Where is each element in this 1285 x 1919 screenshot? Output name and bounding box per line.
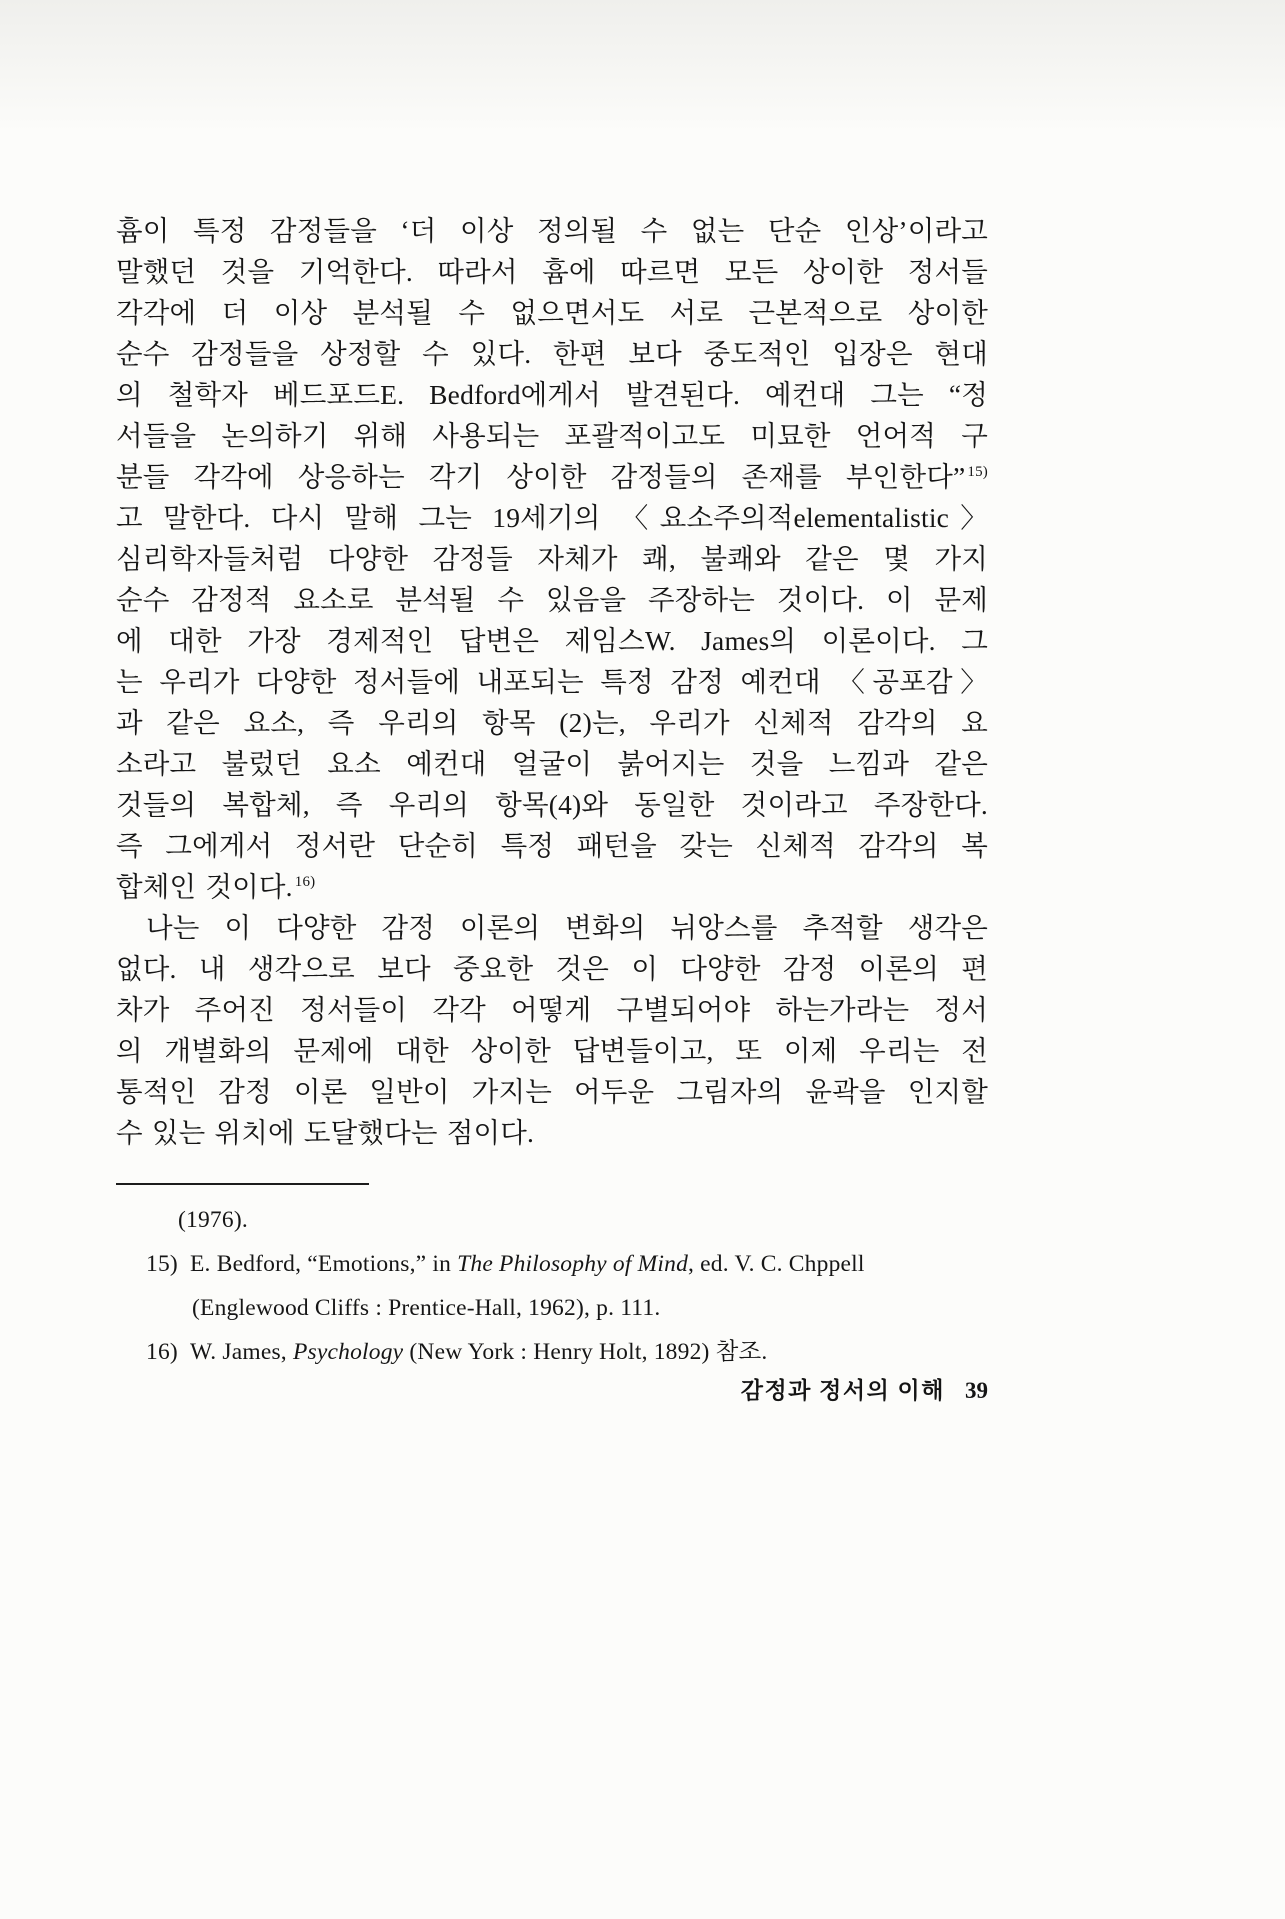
text-line: 는 우리가 다양한 정서들에 내포되는 특정 감정 예컨대 〈공포감〉 <box>116 666 988 697</box>
page-footer <box>116 1372 988 1405</box>
text-line: 흄이 특정 감정들을 ‘더 이상 정의될 수 없는 단순 인상’이라고 <box>116 215 988 246</box>
book-title: Psychology <box>292 1339 404 1365</box>
text-line: 합체인 것이다. $^{16)}$ <box>116 871 316 902</box>
footnote-number: 16) <box>146 1339 178 1365</box>
running-title: 감정과 정서의 이해 <box>740 1378 945 1403</box>
text-line: 통적인 감정 이론 일반이 가지는 어두운 그림자의 윤곽을 인지할 <box>116 1076 988 1107</box>
footnotes <box>116 1198 996 1374</box>
footnote-text: W. James, <box>190 1339 293 1365</box>
body-text <box>116 210 988 1153</box>
text-line: 순수 감정들을 상정할 수 있다. 한편 보다 중도적인 입장은 현대 <box>116 338 988 369</box>
footnote-text: (1976). <box>178 1207 248 1233</box>
footnote-reference: 16) <box>294 873 316 890</box>
text-line: 분들 각각에 상응하는 각기 상이한 감정들의 존재를 부인한다” $^{15)}$ <box>116 461 988 492</box>
text-line: 서들을 논의하기 위해 사용되는 포괄적이고도 미묘한 언어적 구 <box>116 420 988 451</box>
footnote-number: 15) <box>146 1251 178 1277</box>
footnote-line <box>116 1242 996 1286</box>
text-line: 없다. 내 생각으로 보다 중요한 것은 이 다양한 감정 이론의 편 <box>116 953 988 984</box>
text-line: 의 철학자 베드포드E. Bedford에게서 발견된다. 예컨대 그는 “정 <box>116 379 988 410</box>
text-line: 수 있는 위치에 도달했다는 점이다. <box>116 1117 535 1148</box>
page-number: 39 <box>965 1378 988 1403</box>
footnote-text: , ed. V. C. Chppell <box>688 1251 865 1277</box>
text-line: 소라고 불렀던 요소 예컨대 얼굴이 붉어지는 것을 느낌과 같은 <box>116 748 988 779</box>
footnote-divider <box>116 1183 369 1185</box>
footnote-line <box>116 1198 996 1242</box>
footnote-text: (New York : Henry Holt, 1892) 참조. <box>403 1339 768 1365</box>
text-line: 각각에 더 이상 분석될 수 없으면서도 서로 근본적으로 상이한 <box>116 297 988 328</box>
footnote-reference: 15) <box>967 463 988 480</box>
text-line: 고 말한다. 다시 말해 그는 19세기의 〈요소주의적elementalistic〉 <box>116 502 988 533</box>
text-line: 에 대한 가장 경제적인 답변은 제임스W. James의 이론이다. 그 <box>116 625 988 656</box>
footnote-line <box>116 1286 996 1330</box>
footnote-text: (Englewood Cliffs : Prentice-Hall, 1962), p. 111. <box>192 1295 661 1321</box>
text-line: 심리학자들처럼 다양한 감정들 자체가 쾌, 불쾌와 같은 몇 가지 <box>116 543 988 574</box>
text-line: 과 같은 요소, 즉 우리의 항목 (2)는, 우리가 신체적 감각의 요 <box>116 707 988 738</box>
text-line: 즉 그에게서 정서란 단순히 특정 패턴을 갖는 신체적 감각의 복 <box>116 830 988 861</box>
text-line: 것들의 복합체, 즉 우리의 항목(4)와 동일한 것이라고 주장한다. <box>116 789 988 820</box>
footnote-text: E. Bedford, “Emotions,” in <box>190 1251 458 1277</box>
text-line: 순수 감정적 요소로 분석될 수 있음을 주장하는 것이다. 이 문제 <box>116 584 988 615</box>
text-line: 말했던 것을 기억한다. 따라서 흄에 따르면 모든 상이한 정서들 <box>116 256 988 287</box>
text-line: 나는 이 다양한 감정 이론의 변화의 뉘앙스를 추적할 생각은 <box>146 912 988 943</box>
text-line: 차가 주어진 정서들이 각각 어떻게 구별되어야 하는가라는 정서 <box>116 994 988 1025</box>
text-line: 의 개별화의 문제에 대한 상이한 답변들이고, 또 이제 우리는 전 <box>116 1035 988 1066</box>
book-title: The Philosophy of Mind <box>457 1251 689 1277</box>
footnote-line <box>116 1330 996 1374</box>
